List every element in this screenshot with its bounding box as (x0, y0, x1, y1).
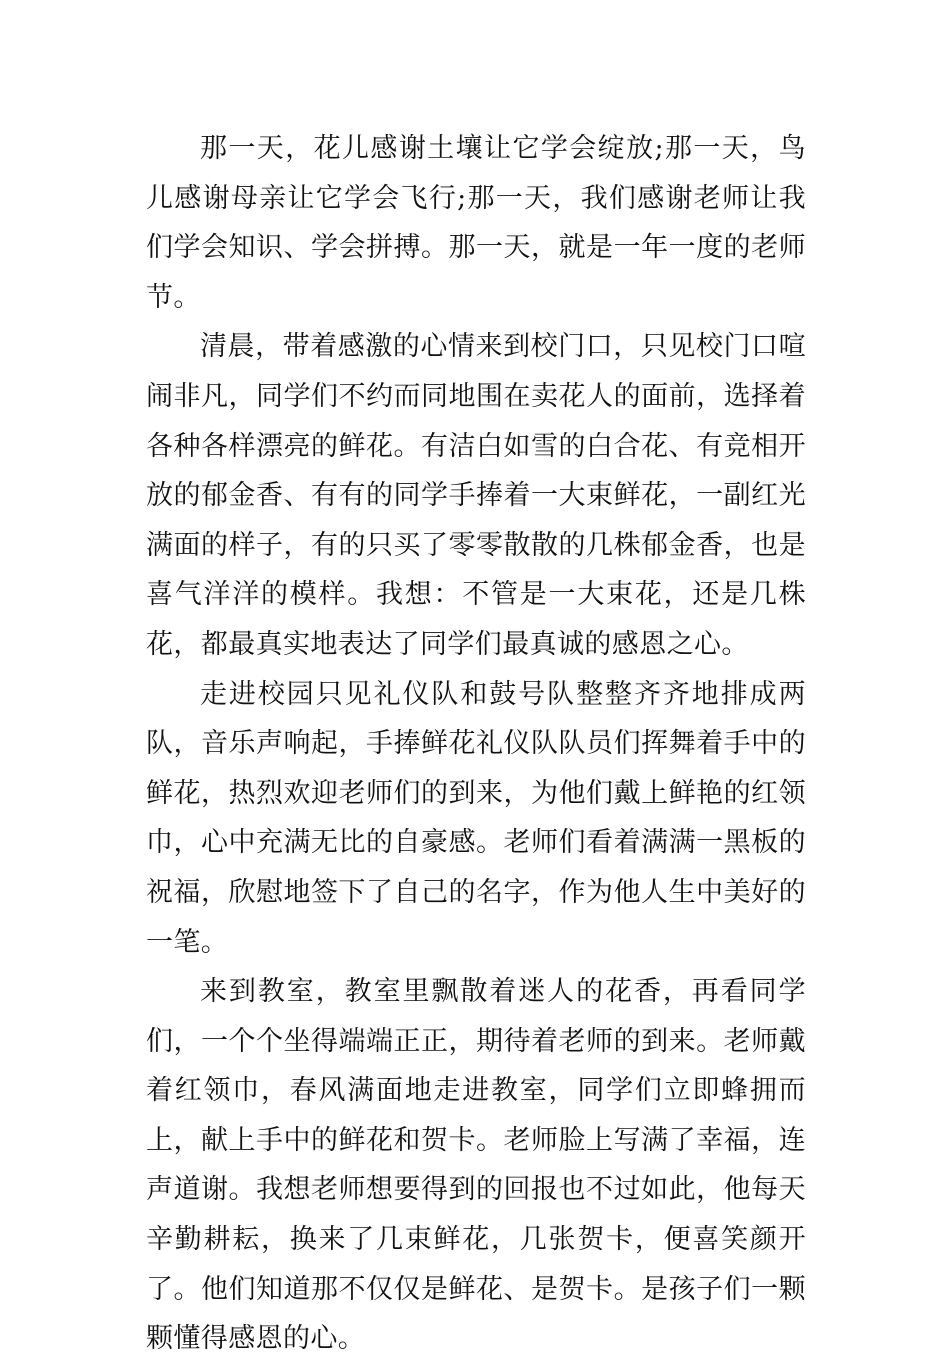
paragraph-2: 清晨，带着感激的心情来到校门口，只见校门口喧闹非凡，同学们不约而同地围在卖花人的面前，选择着各种各样漂亮的鲜花。有洁白如雪的白合花、有竞相开放的郁金香、有有的同学手捧着一大束鲜花，一副红光满面的样子，有的只买了零零散散的几株郁金香，也是喜气洋洋的模样。我想：不管是一大束花，还是几株花，都最真实地表达了同学们最真诚的感恩之心。 (146, 331, 806, 660)
document-body (146, 124, 806, 1364)
paragraph-4: 来到教室，教室里飘散着迷人的花香，再看同学们，一个个坐得端端正正，期待着老师的到来。老师戴着红领巾，春风满面地走进教室，同学们立即蜂拥而上，献上手中的鲜花和贺卡。老师脸上写满了幸福，连声道谢。我想老师想要得到的回报也不过如此，他每天辛勤耕耘，换来了几束鲜花，几张贺卡，便喜笑颜开了。他们知道那不仅仅是鲜花、是贺卡。是孩子们一颗颗懂得感恩的心。 (146, 976, 806, 1355)
paragraph-1: 那一天，花儿感谢土壤让它学会绽放;那一天，鸟儿感谢母亲让它学会飞行;那一天，我们感谢老师让我们学会知识、学会拼搏。那一天，就是一年一度的老师节。 (146, 133, 806, 313)
paragraph-3: 走进校园只见礼仪队和鼓号队整整齐齐地排成两队，音乐声响起，手捧鲜花礼仪队队员们挥舞着手中的鲜花，热烈欢迎老师们的到来，为他们戴上鲜艳的红领巾，心中充满无比的自豪感。老师们看着满满一黑板的祝福，欣慰地签下了自己的名字，作为他人生中美好的一笔。 (146, 678, 806, 958)
